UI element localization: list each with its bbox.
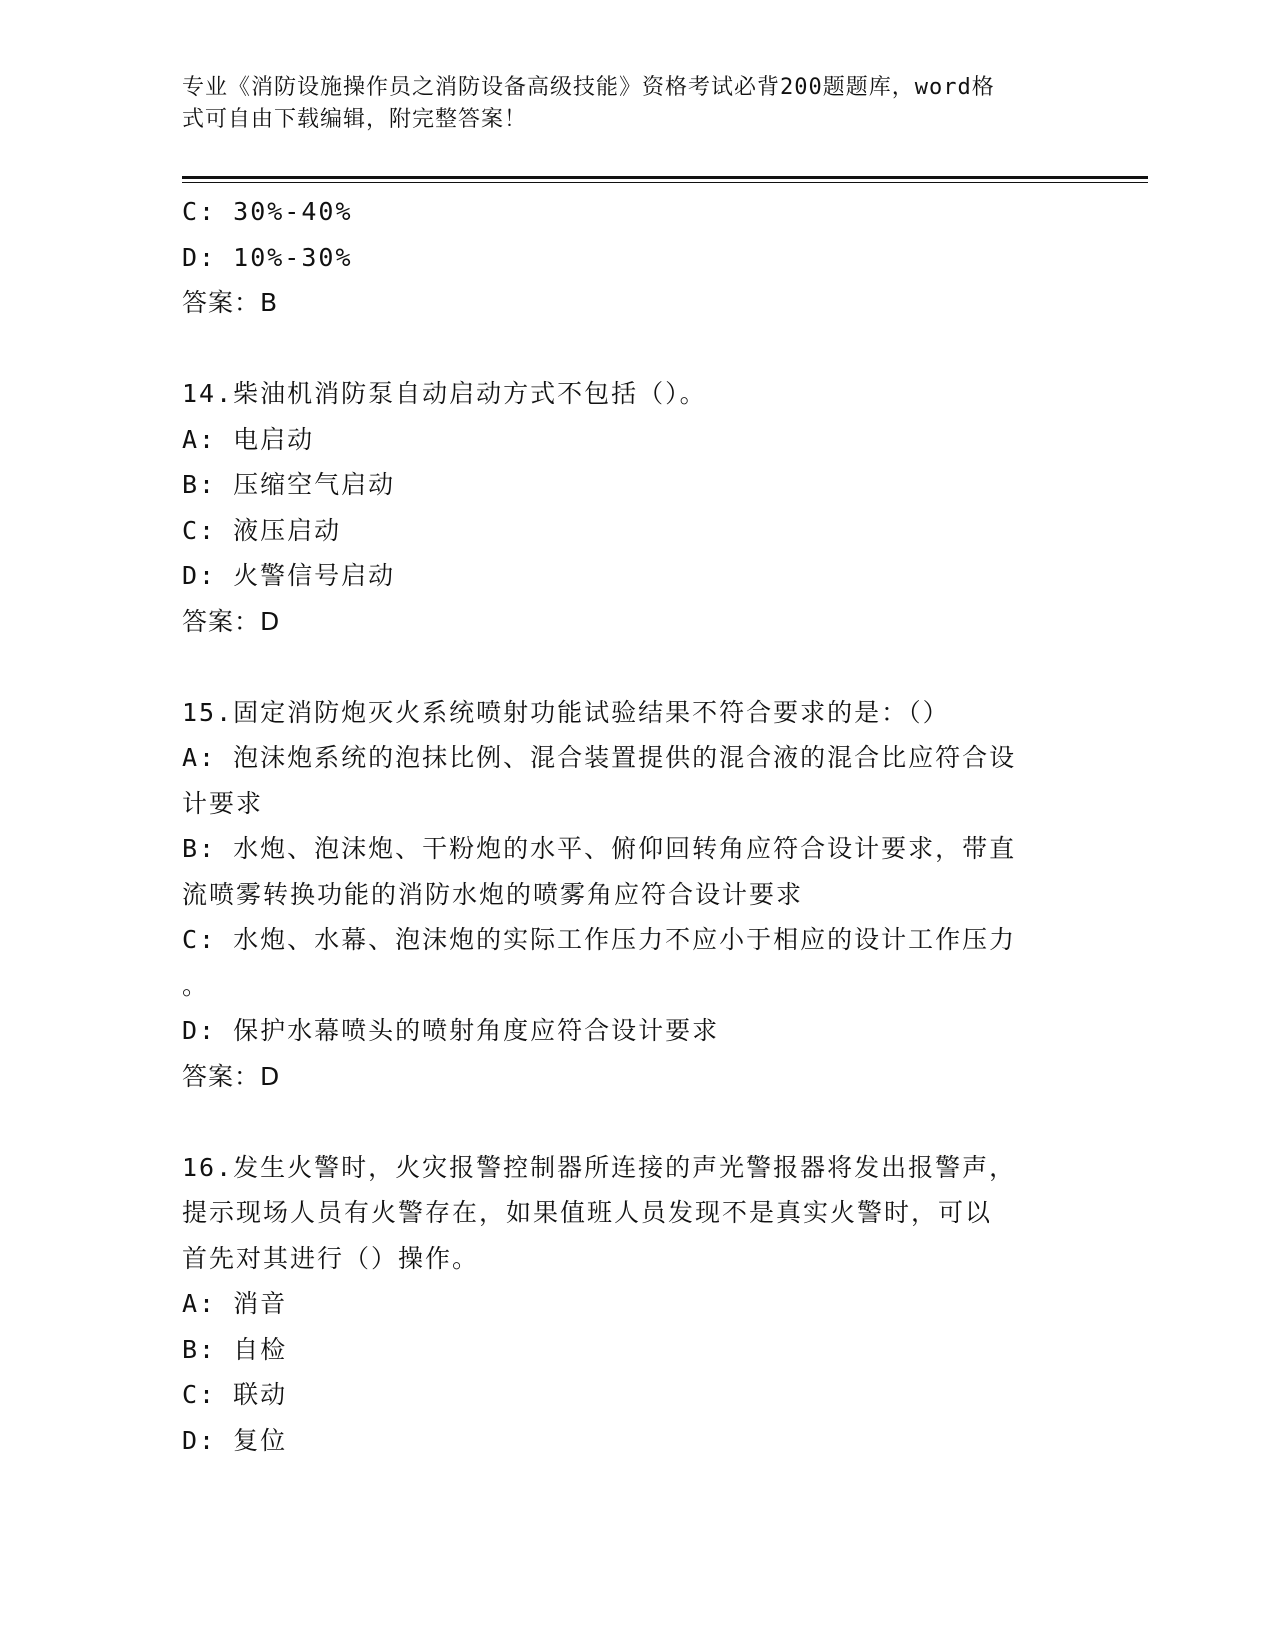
question-14 [182,371,1082,644]
option-b-line-1: B: 水炮、泡沫炮、干粉炮的水平、俯仰回转角应符合设计要求，带直 [182,834,1017,863]
question-list [182,189,1082,1463]
option-a: A: 电启动 [182,424,315,454]
option-c-line-1: C: 水炮、水幕、泡沫炮的实际工作压力不应小于相应的设计工作压力 [182,925,1017,954]
option-b: B: 压缩空气启动 [182,470,396,499]
header-line-1: 专业《消防设施操作员之消防设备高级技能》资格考试必背200题题库，word格 [182,75,995,100]
spacer [182,644,1082,690]
option-c-line-2: 。 [182,970,210,1000]
option-a-line-2: 计要求 [182,788,264,818]
option-b: B: 自检 [182,1334,288,1364]
header-divider-thick [182,176,1148,179]
question-stem-line-2: 提示现场人员有火警存在，如果值班人员发现不是真实火警时，可以 [182,1198,993,1227]
option-b-line-2: 流喷雾转换功能的消防水炮的喷雾角应符合设计要求 [182,879,804,909]
spacer [182,1099,1082,1145]
answer-line: 答案：D [182,606,281,636]
option-d: D: 火警信号启动 [182,561,396,590]
answer-line: 答案：B [182,288,279,317]
answer-line: 答案：D [182,1061,281,1091]
question-16 [182,1145,1082,1464]
option-d: D: 保护水幕喷头的喷射角度应符合设计要求 [182,1016,720,1045]
spacer [182,326,1082,372]
option-c: C: 液压启动 [182,515,342,545]
question-15 [182,690,1082,1100]
previous-question-tail [182,189,1082,326]
page-header [182,72,1062,136]
question-stem-line-3: 首先对其进行（）操作。 [182,1243,480,1273]
option-d: D: 复位 [182,1425,288,1455]
option-a: A: 消音 [182,1289,288,1318]
option-a-line-1: A: 泡沫炮系统的泡抹比例、混合装置提供的混合液的混合比应符合设 [182,743,1017,772]
option-c: C: 30%-40% [182,197,353,226]
header-line-2: 式可自由下载编辑，附完整答案！ [182,107,528,132]
option-d: D: 10%-30% [182,242,353,272]
header-divider-thin [182,182,1148,183]
question-stem: 14.柴油机消防泵自动启动方式不包括（）。 [182,379,707,408]
option-c: C: 联动 [182,1380,288,1409]
question-stem: 15.固定消防炮灭火系统喷射功能试验结果不符合要求的是：（） [182,697,950,727]
question-stem-line-1: 16.发生火警时，火灾报警控制器所连接的声光警报器将发出报警声， [182,1152,1017,1182]
